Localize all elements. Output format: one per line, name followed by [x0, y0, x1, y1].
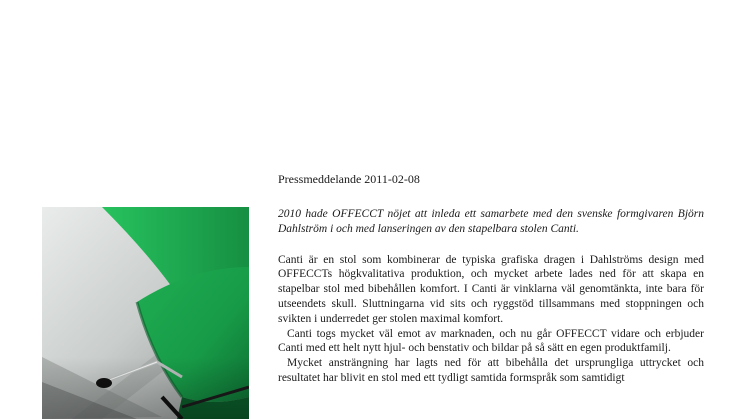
body-paragraph: Canti är en stol som kombinerar de typiska grafiska dragen i Dahlströms design med OFFECCTs högkvalitativa produktion, och mycket arbete lades ned för att skapa en stapelbar stol med bibehållen komfort. I Canti är vinklarna väl genomtänkta, inte bara för utseendets skull. Sluttningarna vid sits och ryggstöd tillsammans med stoppningen och svikten i underredet ger stolen maximal komfort. — [278, 253, 704, 325]
body-paragraph: Mycket ansträngning har lagts ned för att bibehålla det ursprungliga uttrycket och resultatet har blivit en stol med ett tydligt samtida formspråk som samtidigt — [278, 357, 704, 384]
lead-paragraph: 2010 hade OFFECCT nöjet att inleda ett samarbete med den svenske formgivaren Björn Dahlström i och med lanseringen av den stapelbara stolen Canti. — [278, 208, 704, 235]
dateline: Pressmeddelande 2011-02-08 — [278, 172, 420, 186]
press-release-text — [278, 172, 704, 386]
body-text — [278, 253, 704, 386]
body-paragraph: Canti togs mycket väl emot av marknaden, och nu går OFFECCT vidare och erbjuder Canti med ett helt nytt hjul- och benstativ och bildar på så sätt en egen produktfamilj. — [278, 327, 704, 355]
chair-photo — [42, 207, 249, 419]
